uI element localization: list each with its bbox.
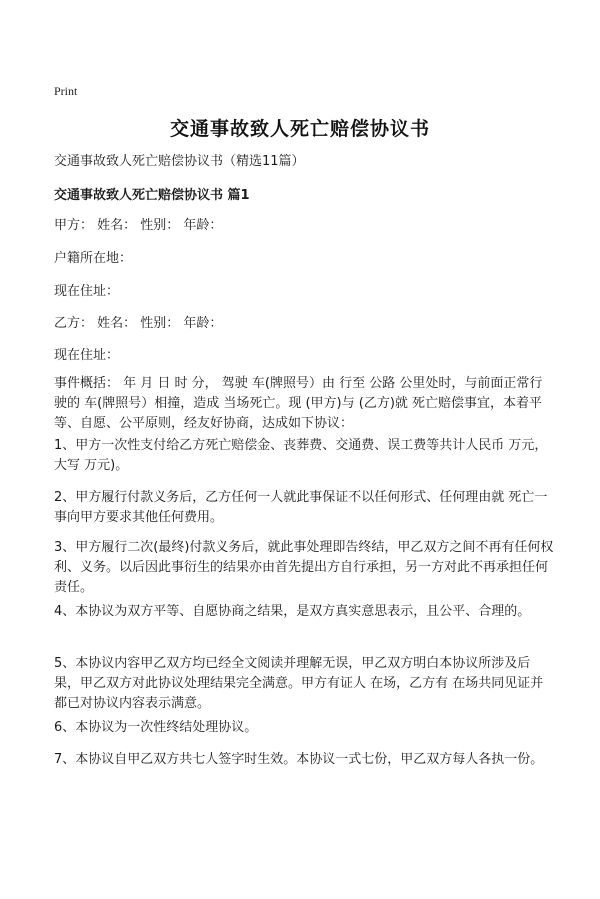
- clause-6: 6、本协议为一次性终结处理协议。: [54, 720, 258, 735]
- clause-3: 3、甲方履行二次(最终)付款义务后，就此事处理即告终结，甲乙双方之间不再有任何权利、义务。以后因此事衍生的结果亦由首先提出方自行承担，另一方对此不再承担任何责任。: [54, 540, 554, 595]
- current-address-b: 现在住址：: [54, 348, 120, 363]
- document-subtitle: 交通事故致人死亡赔偿协议书（精选11篇）: [54, 154, 305, 169]
- party-a-info: 甲方： 姓名： 性别： 年龄：: [54, 218, 223, 233]
- clause-5: 5、本协议内容甲乙双方均已经全文阅读并理解无误，甲乙双方明白本协议所涉及后果，甲乙双方对此协议处理结果完全满意。甲方有证人 在场，乙方有 在场共同见证并都已对协议内容表示满意。: [54, 656, 544, 711]
- section-heading: 交通事故致人死亡赔偿协议书 篇1: [54, 188, 250, 203]
- clause-7: 7、本协议自甲乙双方共七人签字时生效。本协议一式七份，甲乙双方每人各执一份。: [54, 752, 544, 767]
- household-registration: 户籍所在地：: [54, 251, 133, 266]
- incident-summary: 事件概括： 年 月 日 时 分， 驾驶 车(牌照号）由 行至 公路 公里处时，与前面正常行驶的 车(牌照号）相撞，造成 当场死亡。现 (甲方)与 (乙方)就 死亡赔偿事宜，本着平等、自愿、公平原则，经友好协商，达成如下协议：: [54, 376, 543, 431]
- document-title: 交通事故致人死亡赔偿协议书: [169, 118, 430, 140]
- clause-2: 2、甲方履行付款义务后，乙方任何一人就此事保证不以任何形式、任何理由就 死亡一事向甲方要求其他任何费用。: [54, 490, 548, 525]
- clause-4: 4、本协议为双方平等、自愿协商之结果，是双方真实意思表示，且公平、合理的。: [54, 604, 531, 619]
- current-address-a: 现在住址：: [54, 284, 120, 299]
- clause-1: 1、甲方一次性支付给乙方死亡赔偿金、丧葬费、交通费、误工费等共计人民币 万元，大写 万元)。: [54, 438, 548, 473]
- print-label: Print: [54, 84, 78, 98]
- party-b-info: 乙方： 姓名： 性别： 年龄：: [54, 316, 223, 331]
